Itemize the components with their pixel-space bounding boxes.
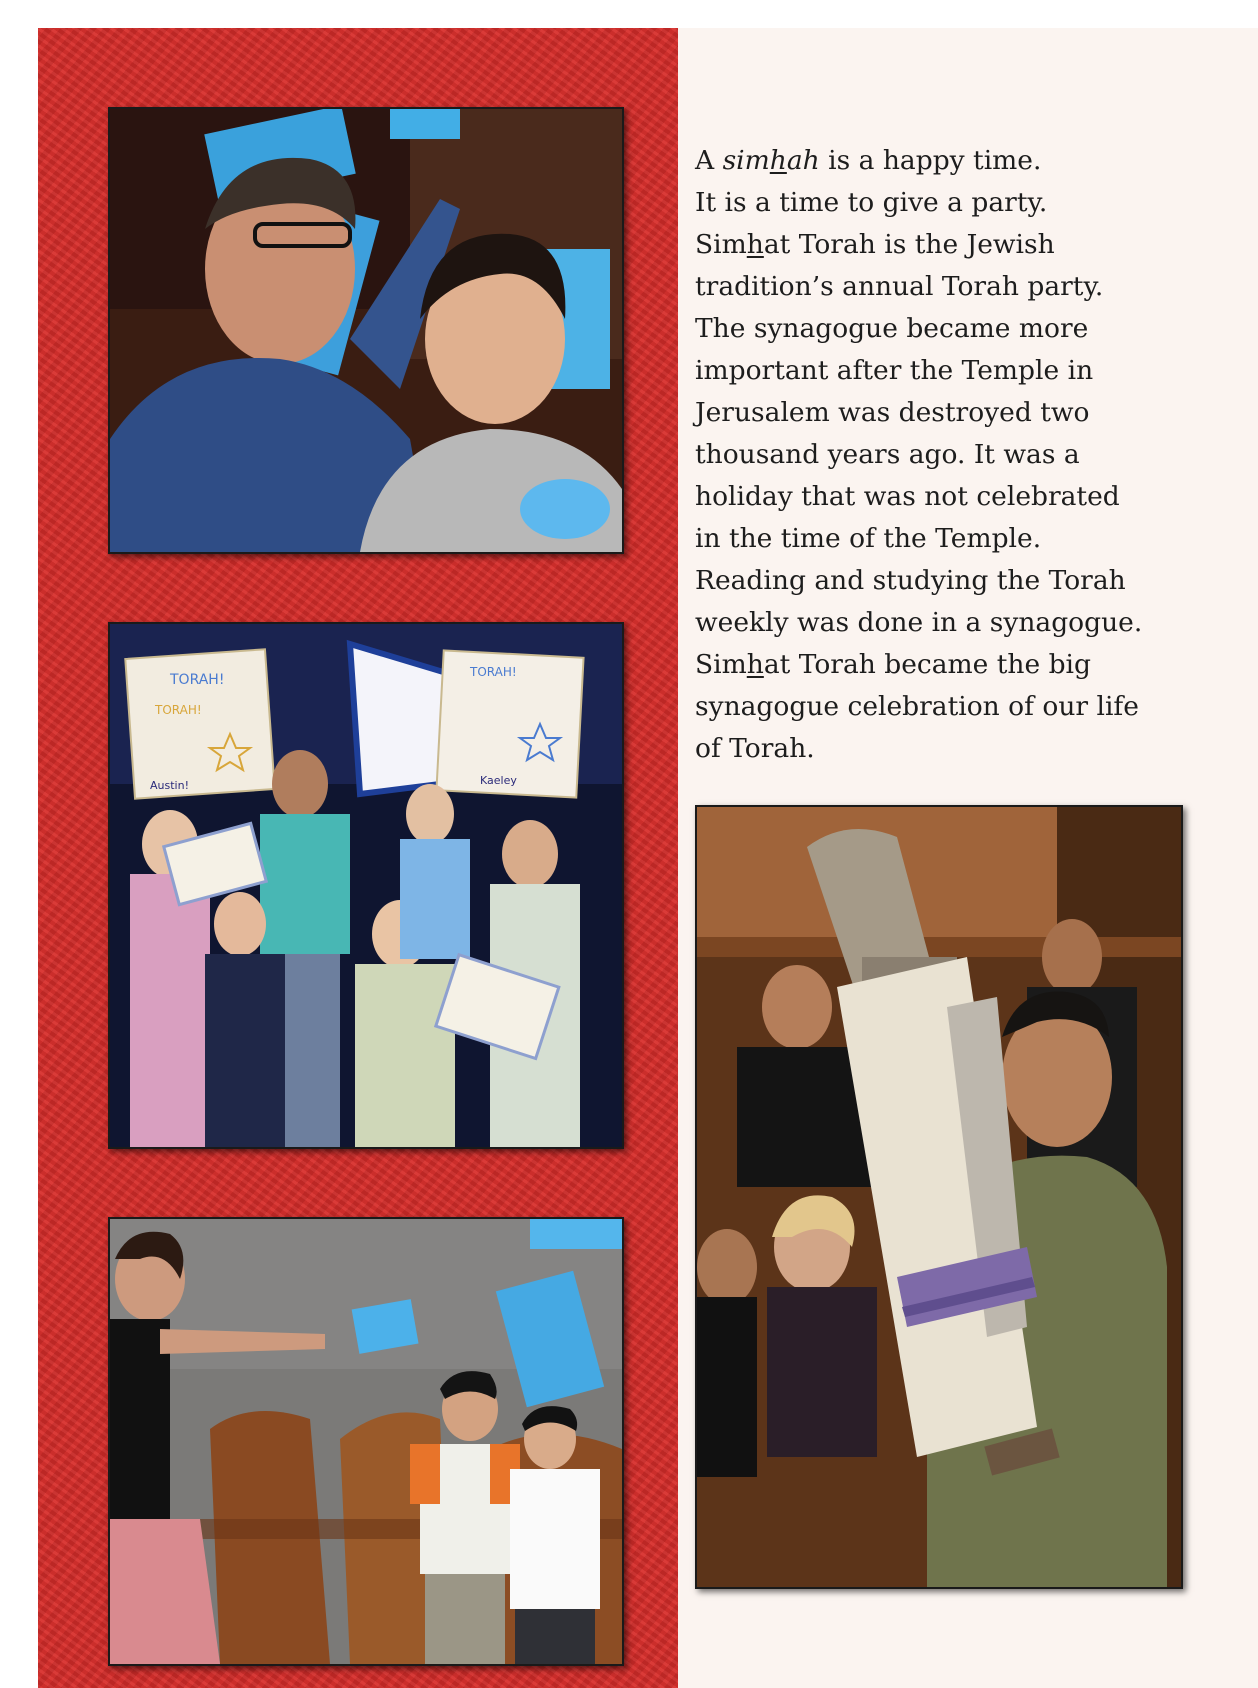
text-line-5: The synagogue became more xyxy=(695,313,1089,344)
text-line-1: A simhah is a happy time. xyxy=(695,145,1042,176)
sign-left-name: Austin! xyxy=(150,779,189,792)
text-line-7: Jerusalem was destroyed two xyxy=(695,397,1090,428)
text-line-10: in the time of the Temple. xyxy=(695,523,1042,554)
body-text xyxy=(695,140,1195,770)
sign-left-subtitle: TORAH! xyxy=(155,703,202,717)
text-line-8: thousand years ago. It was a xyxy=(695,439,1080,470)
text-line-3: Simhat Torah is the Jewish xyxy=(695,229,1055,260)
sign-right-title: TORAH! xyxy=(470,665,517,679)
photo-teacher-and-children-in-pews xyxy=(108,1217,624,1666)
text-line-2: It is a time to give a party. xyxy=(695,187,1048,218)
text-line-4: tradition’s annual Torah party. xyxy=(695,271,1104,302)
text-line-6: important after the Temple in xyxy=(695,355,1094,386)
text-line-9: holiday that was not celebrated xyxy=(695,481,1120,512)
sign-right-name: Kaeley xyxy=(480,774,517,787)
photo-man-carrying-torah-scroll xyxy=(695,805,1183,1589)
text-line-11: Reading and studying the Torah xyxy=(695,565,1126,596)
photo-father-and-son-with-flags xyxy=(108,107,624,554)
text-line-14: synagogue celebration of our life xyxy=(695,691,1139,722)
sign-left-title: TORAH! xyxy=(170,672,225,688)
text-line-13: Simhat Torah became the big xyxy=(695,649,1091,680)
text-line-12: weekly was done in a synagogue. xyxy=(695,607,1143,638)
photo-children-with-torah-signs xyxy=(108,622,624,1149)
text-line-15: of Torah. xyxy=(695,733,815,764)
